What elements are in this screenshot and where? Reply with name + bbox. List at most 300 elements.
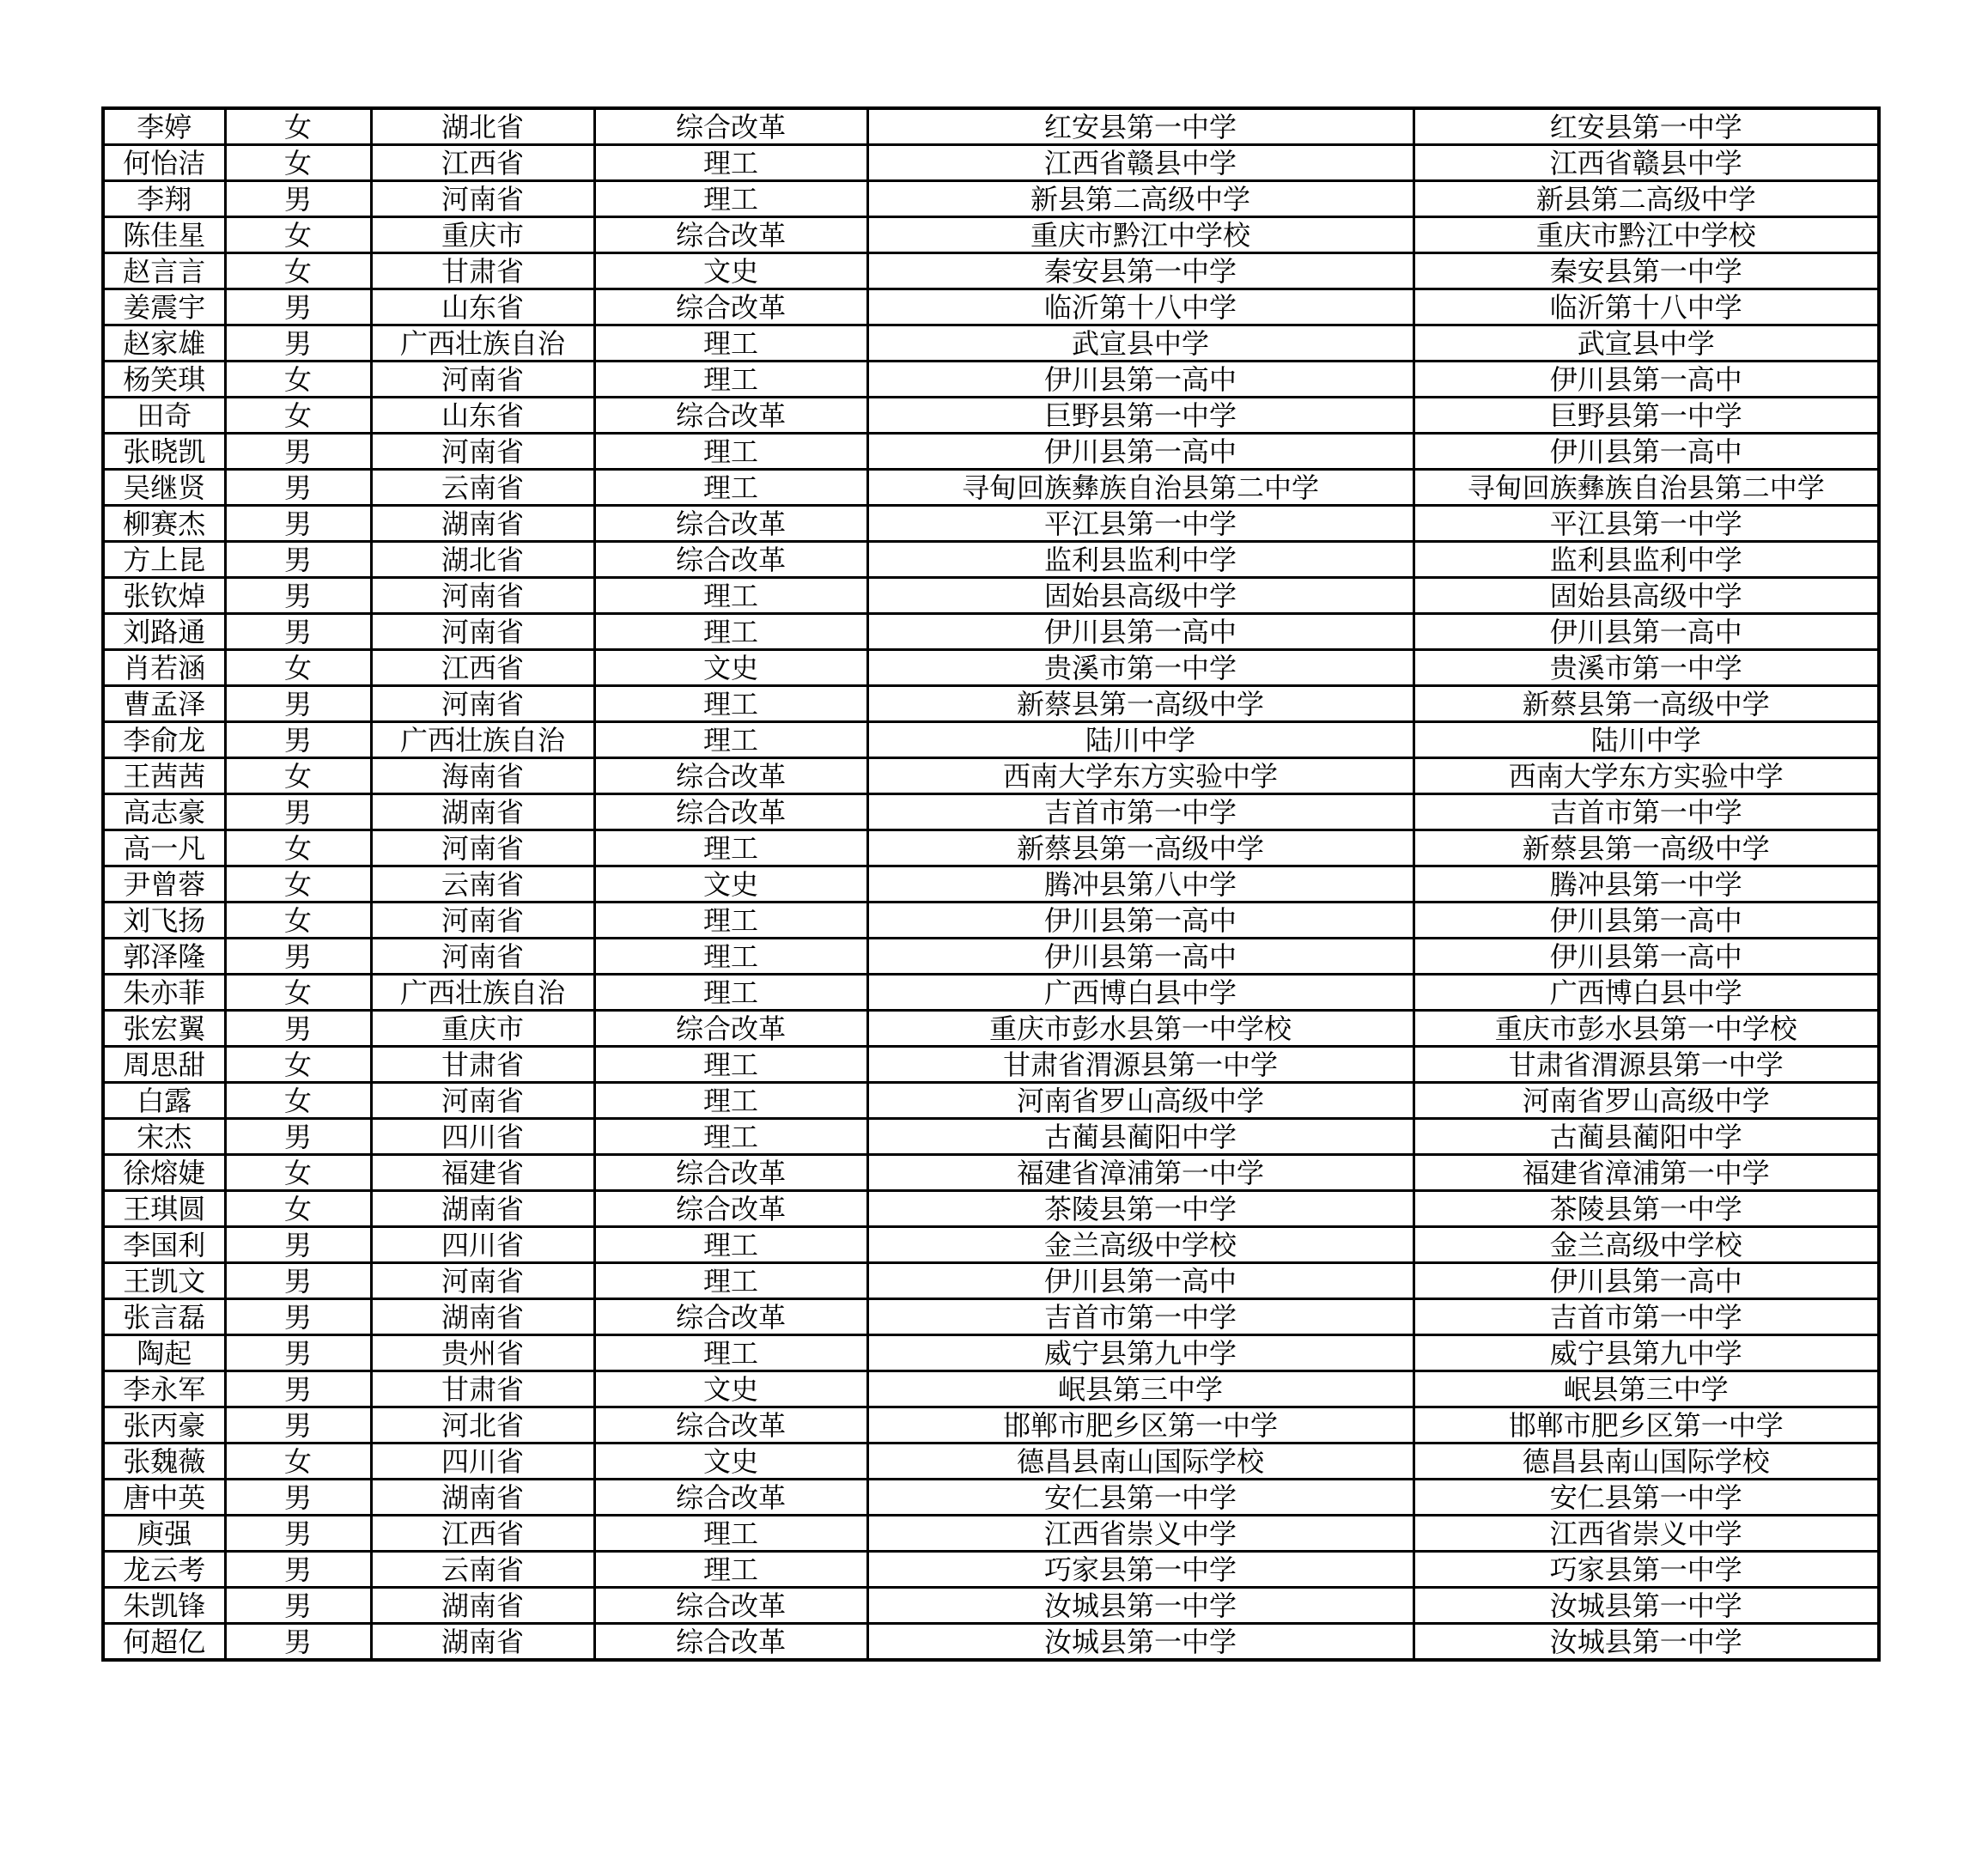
graduated-school-cell: 新蔡县第一高级中学	[1413, 686, 1879, 722]
table-row	[103, 1083, 1879, 1119]
gender-cell: 男	[225, 722, 371, 758]
graduated-school-cell: 德昌县南山国际学校	[1413, 1444, 1879, 1480]
gender-cell: 女	[225, 975, 371, 1011]
school-cell: 安仁县第一中学	[867, 1480, 1413, 1516]
gender-cell: 男	[225, 434, 371, 470]
name-cell: 陈佳星	[103, 217, 225, 253]
table-row	[103, 362, 1879, 398]
track-cell: 综合改革	[594, 1407, 867, 1444]
gender-cell: 男	[225, 289, 371, 325]
name-cell: 刘飞扬	[103, 903, 225, 939]
name-cell: 曹孟泽	[103, 686, 225, 722]
graduated-school-cell: 寻甸回族彝族自治县第二中学	[1413, 470, 1879, 506]
school-cell: 新蔡县第一高级中学	[867, 686, 1413, 722]
gender-cell: 女	[225, 1191, 371, 1227]
name-cell: 张丙豪	[103, 1407, 225, 1444]
table-row	[103, 325, 1879, 362]
track-cell: 理工	[594, 1119, 867, 1155]
name-cell: 郭泽隆	[103, 939, 225, 975]
province-cell: 河南省	[371, 614, 594, 650]
province-cell: 甘肃省	[371, 1371, 594, 1407]
province-cell: 河南省	[371, 903, 594, 939]
table-row	[103, 506, 1879, 542]
graduated-school-cell: 广西博白县中学	[1413, 975, 1879, 1011]
school-cell: 汝城县第一中学	[867, 1588, 1413, 1624]
name-cell: 张魏薇	[103, 1444, 225, 1480]
table-row	[103, 758, 1879, 794]
school-cell: 伊川县第一高中	[867, 903, 1413, 939]
track-cell: 理工	[594, 1083, 867, 1119]
track-cell: 综合改革	[594, 794, 867, 830]
track-cell: 文史	[594, 650, 867, 686]
province-cell: 河南省	[371, 434, 594, 470]
province-cell: 江西省	[371, 650, 594, 686]
gender-cell: 男	[225, 1480, 371, 1516]
name-cell: 唐中英	[103, 1480, 225, 1516]
name-cell: 王茜茜	[103, 758, 225, 794]
graduated-school-cell: 安仁县第一中学	[1413, 1480, 1879, 1516]
school-cell: 伊川县第一高中	[867, 614, 1413, 650]
track-cell: 综合改革	[594, 289, 867, 325]
name-cell: 张言磊	[103, 1299, 225, 1335]
name-cell: 高一凡	[103, 830, 225, 866]
name-cell: 李国利	[103, 1227, 225, 1263]
school-cell: 贵溪市第一中学	[867, 650, 1413, 686]
track-cell: 综合改革	[594, 1191, 867, 1227]
province-cell: 云南省	[371, 866, 594, 903]
name-cell: 张晓凯	[103, 434, 225, 470]
name-cell: 姜震宇	[103, 289, 225, 325]
track-cell: 文史	[594, 866, 867, 903]
table-row	[103, 1299, 1879, 1335]
graduated-school-cell: 重庆市彭水县第一中学校	[1413, 1011, 1879, 1047]
school-cell: 腾冲县第八中学	[867, 866, 1413, 903]
graduated-school-cell: 新县第二高级中学	[1413, 181, 1879, 217]
school-cell: 平江县第一中学	[867, 506, 1413, 542]
name-cell: 杨笑琪	[103, 362, 225, 398]
school-cell: 新蔡县第一高级中学	[867, 830, 1413, 866]
table-row	[103, 434, 1879, 470]
track-cell: 理工	[594, 578, 867, 614]
province-cell: 河南省	[371, 686, 594, 722]
table-row	[103, 722, 1879, 758]
gender-cell: 男	[225, 1624, 371, 1661]
table-row	[103, 470, 1879, 506]
name-cell: 王凯文	[103, 1263, 225, 1299]
track-cell: 理工	[594, 470, 867, 506]
graduated-school-cell: 重庆市黔江中学校	[1413, 217, 1879, 253]
graduated-school-cell: 甘肃省渭源县第一中学	[1413, 1047, 1879, 1083]
gender-cell: 男	[225, 1227, 371, 1263]
school-cell: 伊川县第一高中	[867, 1263, 1413, 1299]
name-cell: 何怡洁	[103, 145, 225, 181]
gender-cell: 男	[225, 686, 371, 722]
table-row	[103, 1480, 1879, 1516]
province-cell: 湖南省	[371, 1191, 594, 1227]
school-cell: 广西博白县中学	[867, 975, 1413, 1011]
gender-cell: 男	[225, 1335, 371, 1371]
province-cell: 甘肃省	[371, 253, 594, 289]
table-row	[103, 1263, 1879, 1299]
graduated-school-cell: 红安县第一中学	[1413, 108, 1879, 145]
name-cell: 张钦焯	[103, 578, 225, 614]
track-cell: 理工	[594, 1335, 867, 1371]
gender-cell: 男	[225, 1588, 371, 1624]
name-cell: 方上昆	[103, 542, 225, 578]
track-cell: 文史	[594, 253, 867, 289]
name-cell: 周思甜	[103, 1047, 225, 1083]
graduated-school-cell: 河南省罗山高级中学	[1413, 1083, 1879, 1119]
graduated-school-cell: 武宣县中学	[1413, 325, 1879, 362]
school-cell: 武宣县中学	[867, 325, 1413, 362]
name-cell: 徐熔婕	[103, 1155, 225, 1191]
graduated-school-cell: 岷县第三中学	[1413, 1371, 1879, 1407]
school-cell: 重庆市黔江中学校	[867, 217, 1413, 253]
province-cell: 四川省	[371, 1444, 594, 1480]
gender-cell: 女	[225, 145, 371, 181]
school-cell: 汝城县第一中学	[867, 1624, 1413, 1661]
track-cell: 理工	[594, 362, 867, 398]
school-cell: 寻甸回族彝族自治县第二中学	[867, 470, 1413, 506]
graduated-school-cell: 伊川县第一高中	[1413, 903, 1879, 939]
school-cell: 巨野县第一中学	[867, 398, 1413, 434]
gender-cell: 女	[225, 1047, 371, 1083]
table-row	[103, 108, 1879, 145]
name-cell: 朱亦菲	[103, 975, 225, 1011]
track-cell: 综合改革	[594, 1624, 867, 1661]
table-row	[103, 939, 1879, 975]
track-cell: 理工	[594, 903, 867, 939]
track-cell: 理工	[594, 325, 867, 362]
name-cell: 赵家雄	[103, 325, 225, 362]
school-cell: 江西省赣县中学	[867, 145, 1413, 181]
province-cell: 湖南省	[371, 506, 594, 542]
province-cell: 河南省	[371, 830, 594, 866]
table-row	[103, 1552, 1879, 1588]
school-cell: 西南大学东方实验中学	[867, 758, 1413, 794]
track-cell: 理工	[594, 975, 867, 1011]
school-cell: 德昌县南山国际学校	[867, 1444, 1413, 1480]
track-cell: 文史	[594, 1444, 867, 1480]
school-cell: 固始县高级中学	[867, 578, 1413, 614]
name-cell: 李婷	[103, 108, 225, 145]
name-cell: 刘路通	[103, 614, 225, 650]
gender-cell: 男	[225, 1119, 371, 1155]
province-cell: 河南省	[371, 181, 594, 217]
graduated-school-cell: 汝城县第一中学	[1413, 1588, 1879, 1624]
table-row	[103, 1444, 1879, 1480]
track-cell: 理工	[594, 1227, 867, 1263]
track-cell: 综合改革	[594, 398, 867, 434]
name-cell: 王琪圆	[103, 1191, 225, 1227]
gender-cell: 男	[225, 614, 371, 650]
table-row	[103, 614, 1879, 650]
table-row	[103, 542, 1879, 578]
school-cell: 金兰高级中学校	[867, 1227, 1413, 1263]
name-cell: 朱凯锋	[103, 1588, 225, 1624]
school-cell: 甘肃省渭源县第一中学	[867, 1047, 1413, 1083]
track-cell: 文史	[594, 1371, 867, 1407]
track-cell: 综合改革	[594, 1155, 867, 1191]
school-cell: 威宁县第九中学	[867, 1335, 1413, 1371]
name-cell: 李永军	[103, 1371, 225, 1407]
gender-cell: 女	[225, 903, 371, 939]
province-cell: 四川省	[371, 1227, 594, 1263]
school-cell: 江西省崇义中学	[867, 1516, 1413, 1552]
province-cell: 云南省	[371, 1552, 594, 1588]
province-cell: 重庆市	[371, 217, 594, 253]
name-cell: 宋杰	[103, 1119, 225, 1155]
table-row	[103, 903, 1879, 939]
track-cell: 理工	[594, 181, 867, 217]
track-cell: 理工	[594, 1047, 867, 1083]
school-cell: 吉首市第一中学	[867, 1299, 1413, 1335]
graduated-school-cell: 伊川县第一高中	[1413, 434, 1879, 470]
gender-cell: 男	[225, 1516, 371, 1552]
table-row	[103, 398, 1879, 434]
table-row	[103, 181, 1879, 217]
track-cell: 综合改革	[594, 506, 867, 542]
province-cell: 河南省	[371, 1083, 594, 1119]
graduated-school-cell: 江西省崇义中学	[1413, 1516, 1879, 1552]
name-cell: 白露	[103, 1083, 225, 1119]
table-row	[103, 686, 1879, 722]
gender-cell: 女	[225, 1155, 371, 1191]
school-cell: 福建省漳浦第一中学	[867, 1155, 1413, 1191]
name-cell: 陶起	[103, 1335, 225, 1371]
table-row	[103, 253, 1879, 289]
table-row	[103, 289, 1879, 325]
table-row	[103, 866, 1879, 903]
table-row	[103, 217, 1879, 253]
student-table-body	[103, 108, 1879, 1660]
table-row	[103, 1011, 1879, 1047]
track-cell: 理工	[594, 939, 867, 975]
graduated-school-cell: 古蔺县蔺阳中学	[1413, 1119, 1879, 1155]
name-cell: 何超亿	[103, 1624, 225, 1661]
province-cell: 甘肃省	[371, 1047, 594, 1083]
graduated-school-cell: 伊川县第一高中	[1413, 939, 1879, 975]
school-cell: 吉首市第一中学	[867, 794, 1413, 830]
table-row	[103, 830, 1879, 866]
table-row	[103, 1516, 1879, 1552]
gender-cell: 女	[225, 362, 371, 398]
gender-cell: 女	[225, 253, 371, 289]
graduated-school-cell: 伊川县第一高中	[1413, 362, 1879, 398]
table-row	[103, 650, 1879, 686]
province-cell: 湖南省	[371, 794, 594, 830]
track-cell: 综合改革	[594, 542, 867, 578]
school-cell: 伊川县第一高中	[867, 939, 1413, 975]
table-row	[103, 1191, 1879, 1227]
track-cell: 理工	[594, 434, 867, 470]
name-cell: 尹曾蓉	[103, 866, 225, 903]
graduated-school-cell: 吉首市第一中学	[1413, 1299, 1879, 1335]
name-cell: 庾强	[103, 1516, 225, 1552]
name-cell: 吴继贤	[103, 470, 225, 506]
province-cell: 江西省	[371, 145, 594, 181]
graduated-school-cell: 巨野县第一中学	[1413, 398, 1879, 434]
school-cell: 巧家县第一中学	[867, 1552, 1413, 1588]
table-row	[103, 1119, 1879, 1155]
province-cell: 河南省	[371, 1263, 594, 1299]
graduated-school-cell: 平江县第一中学	[1413, 506, 1879, 542]
province-cell: 湖南省	[371, 1299, 594, 1335]
table-row	[103, 1407, 1879, 1444]
table-row	[103, 1624, 1879, 1661]
track-cell: 综合改革	[594, 108, 867, 145]
province-cell: 贵州省	[371, 1335, 594, 1371]
track-cell: 理工	[594, 722, 867, 758]
graduated-school-cell: 固始县高级中学	[1413, 578, 1879, 614]
gender-cell: 男	[225, 506, 371, 542]
graduated-school-cell: 茶陵县第一中学	[1413, 1191, 1879, 1227]
gender-cell: 男	[225, 542, 371, 578]
gender-cell: 男	[225, 1371, 371, 1407]
graduated-school-cell: 贵溪市第一中学	[1413, 650, 1879, 686]
graduated-school-cell: 监利县监利中学	[1413, 542, 1879, 578]
track-cell: 理工	[594, 614, 867, 650]
province-cell: 河南省	[371, 578, 594, 614]
graduated-school-cell: 金兰高级中学校	[1413, 1227, 1879, 1263]
school-cell: 岷县第三中学	[867, 1371, 1413, 1407]
track-cell: 综合改革	[594, 1011, 867, 1047]
province-cell: 广西壮族自治	[371, 722, 594, 758]
gender-cell: 女	[225, 108, 371, 145]
province-cell: 河南省	[371, 362, 594, 398]
graduated-school-cell: 威宁县第九中学	[1413, 1335, 1879, 1371]
gender-cell: 男	[225, 470, 371, 506]
graduated-school-cell: 吉首市第一中学	[1413, 794, 1879, 830]
name-cell: 龙云考	[103, 1552, 225, 1588]
graduated-school-cell: 腾冲县第一中学	[1413, 866, 1879, 903]
graduated-school-cell: 邯郸市肥乡区第一中学	[1413, 1407, 1879, 1444]
province-cell: 广西壮族自治	[371, 975, 594, 1011]
track-cell: 理工	[594, 686, 867, 722]
graduated-school-cell: 江西省赣县中学	[1413, 145, 1879, 181]
graduated-school-cell: 陆川中学	[1413, 722, 1879, 758]
gender-cell: 男	[225, 1011, 371, 1047]
track-cell: 综合改革	[594, 217, 867, 253]
school-cell: 新县第二高级中学	[867, 181, 1413, 217]
gender-cell: 男	[225, 1552, 371, 1588]
graduated-school-cell: 巧家县第一中学	[1413, 1552, 1879, 1588]
gender-cell: 男	[225, 794, 371, 830]
name-cell: 张宏翼	[103, 1011, 225, 1047]
school-cell: 河南省罗山高级中学	[867, 1083, 1413, 1119]
graduated-school-cell: 福建省漳浦第一中学	[1413, 1155, 1879, 1191]
province-cell: 湖北省	[371, 542, 594, 578]
province-cell: 山东省	[371, 398, 594, 434]
province-cell: 广西壮族自治	[371, 325, 594, 362]
table-row	[103, 1227, 1879, 1263]
province-cell: 四川省	[371, 1119, 594, 1155]
gender-cell: 男	[225, 1263, 371, 1299]
school-cell: 伊川县第一高中	[867, 362, 1413, 398]
gender-cell: 女	[225, 398, 371, 434]
graduated-school-cell: 伊川县第一高中	[1413, 1263, 1879, 1299]
name-cell: 田奇	[103, 398, 225, 434]
table-row	[103, 1155, 1879, 1191]
school-cell: 伊川县第一高中	[867, 434, 1413, 470]
province-cell: 湖北省	[371, 108, 594, 145]
track-cell: 综合改革	[594, 758, 867, 794]
school-cell: 陆川中学	[867, 722, 1413, 758]
province-cell: 山东省	[371, 289, 594, 325]
school-cell: 重庆市彭水县第一中学校	[867, 1011, 1413, 1047]
table-row	[103, 1371, 1879, 1407]
name-cell: 柳赛杰	[103, 506, 225, 542]
track-cell: 综合改革	[594, 1588, 867, 1624]
track-cell: 理工	[594, 830, 867, 866]
name-cell: 赵言言	[103, 253, 225, 289]
track-cell: 理工	[594, 1263, 867, 1299]
gender-cell: 女	[225, 830, 371, 866]
name-cell: 肖若涵	[103, 650, 225, 686]
graduated-school-cell: 新蔡县第一高级中学	[1413, 830, 1879, 866]
table-row	[103, 794, 1879, 830]
province-cell: 福建省	[371, 1155, 594, 1191]
graduated-school-cell: 临沂第十八中学	[1413, 289, 1879, 325]
table-row	[103, 1335, 1879, 1371]
province-cell: 河南省	[371, 939, 594, 975]
track-cell: 综合改革	[594, 1480, 867, 1516]
province-cell: 河北省	[371, 1407, 594, 1444]
province-cell: 湖南省	[371, 1588, 594, 1624]
gender-cell: 女	[225, 650, 371, 686]
graduated-school-cell: 汝城县第一中学	[1413, 1624, 1879, 1661]
province-cell: 湖南省	[371, 1480, 594, 1516]
gender-cell: 男	[225, 939, 371, 975]
table-row	[103, 975, 1879, 1011]
gender-cell: 男	[225, 325, 371, 362]
gender-cell: 女	[225, 1444, 371, 1480]
graduated-school-cell: 西南大学东方实验中学	[1413, 758, 1879, 794]
province-cell: 云南省	[371, 470, 594, 506]
gender-cell: 女	[225, 1083, 371, 1119]
school-cell: 秦安县第一中学	[867, 253, 1413, 289]
track-cell: 理工	[594, 1552, 867, 1588]
name-cell: 李俞龙	[103, 722, 225, 758]
track-cell: 综合改革	[594, 1299, 867, 1335]
student-table	[101, 106, 1881, 1662]
gender-cell: 女	[225, 758, 371, 794]
school-cell: 茶陵县第一中学	[867, 1191, 1413, 1227]
school-cell: 邯郸市肥乡区第一中学	[867, 1407, 1413, 1444]
table-row	[103, 145, 1879, 181]
gender-cell: 男	[225, 578, 371, 614]
table-row	[103, 578, 1879, 614]
school-cell: 红安县第一中学	[867, 108, 1413, 145]
track-cell: 理工	[594, 145, 867, 181]
track-cell: 理工	[594, 1516, 867, 1552]
name-cell: 李翔	[103, 181, 225, 217]
table-row	[103, 1047, 1879, 1083]
gender-cell: 女	[225, 866, 371, 903]
school-cell: 古蔺县蔺阳中学	[867, 1119, 1413, 1155]
province-cell: 重庆市	[371, 1011, 594, 1047]
gender-cell: 男	[225, 181, 371, 217]
gender-cell: 男	[225, 1407, 371, 1444]
table-row	[103, 1588, 1879, 1624]
school-cell: 临沂第十八中学	[867, 289, 1413, 325]
graduated-school-cell: 伊川县第一高中	[1413, 614, 1879, 650]
province-cell: 江西省	[371, 1516, 594, 1552]
school-cell: 监利县监利中学	[867, 542, 1413, 578]
province-cell: 湖南省	[371, 1624, 594, 1661]
gender-cell: 男	[225, 1299, 371, 1335]
graduated-school-cell: 秦安县第一中学	[1413, 253, 1879, 289]
